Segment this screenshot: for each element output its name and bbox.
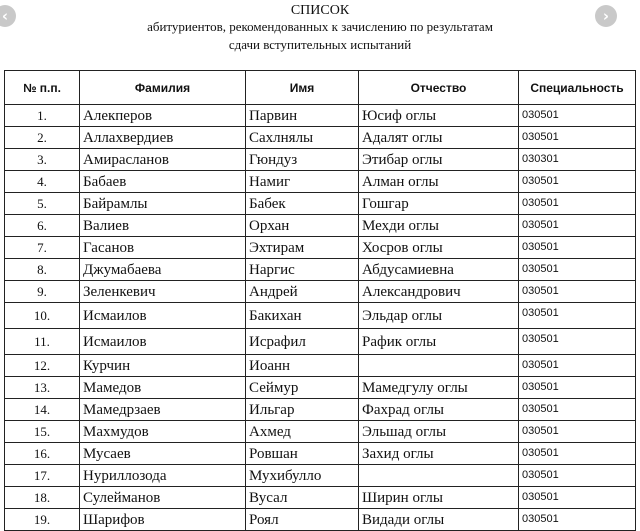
cell-patronymic: Видади оглы: [359, 509, 519, 531]
cell-number: 11.: [5, 329, 80, 355]
table-row: [5, 421, 636, 443]
cell-last-name: Исмаилов: [80, 329, 246, 355]
cell-number: 16.: [5, 443, 80, 465]
cell-number: 18.: [5, 487, 80, 509]
cell-patronymic: Эльдар оглы: [359, 303, 519, 329]
cell-number: 3.: [5, 149, 80, 171]
cell-last-name: Аллахвердиев: [80, 127, 246, 149]
cell-number: 12.: [5, 355, 80, 377]
table-row: [5, 215, 636, 237]
table-row: [5, 399, 636, 421]
table-row: [5, 281, 636, 303]
table-row: [5, 259, 636, 281]
header-specialty: Специальность: [519, 71, 636, 105]
cell-number: 2.: [5, 127, 80, 149]
cell-specialty: 030501: [519, 127, 636, 149]
table-body: [5, 105, 636, 531]
cell-specialty: 030501: [519, 329, 636, 355]
cell-specialty: 030501: [519, 509, 636, 531]
table-row: [5, 377, 636, 399]
cell-first-name: Сахлнялы: [246, 127, 359, 149]
cell-last-name: Мамедов: [80, 377, 246, 399]
cell-first-name: Мухибулло: [246, 465, 359, 487]
table-row: [5, 303, 636, 329]
cell-patronymic: Эльшад оглы: [359, 421, 519, 443]
cell-patronymic: Фахрад оглы: [359, 399, 519, 421]
table-row: [5, 487, 636, 509]
cell-patronymic: Алман оглы: [359, 171, 519, 193]
cell-first-name: Наргис: [246, 259, 359, 281]
document-subtitle-line-1: абитуриентов, рекомендованных к зачислению по результатам: [147, 19, 493, 34]
cell-specialty: 030501: [519, 421, 636, 443]
cell-last-name: Шарифов: [80, 509, 246, 531]
cell-specialty: 030501: [519, 105, 636, 127]
table-row: [5, 465, 636, 487]
cell-patronymic: Александрович: [359, 281, 519, 303]
cell-last-name: Исмаилов: [80, 303, 246, 329]
cell-patronymic: Адалят оглы: [359, 127, 519, 149]
cell-specialty: 030501: [519, 281, 636, 303]
cell-patronymic: Захид оглы: [359, 443, 519, 465]
cell-last-name: Валиев: [80, 215, 246, 237]
cell-first-name: Вусал: [246, 487, 359, 509]
cell-first-name: Роял: [246, 509, 359, 531]
cell-number: 17.: [5, 465, 80, 487]
cell-patronymic: Хосров оглы: [359, 237, 519, 259]
chevron-left-icon[interactable]: ‹: [0, 5, 16, 27]
cell-number: 19.: [5, 509, 80, 531]
table-row: [5, 149, 636, 171]
cell-first-name: Сеймур: [246, 377, 359, 399]
cell-first-name: Бакихан: [246, 303, 359, 329]
table-row: [5, 443, 636, 465]
cell-last-name: Зеленкевич: [80, 281, 246, 303]
cell-last-name: Амирасланов: [80, 149, 246, 171]
cell-number: 6.: [5, 215, 80, 237]
table-row: [5, 171, 636, 193]
table-row: [5, 329, 636, 355]
table-header-row: [5, 71, 636, 105]
cell-patronymic: [359, 355, 519, 377]
cell-patronymic: Мамедгулу оглы: [359, 377, 519, 399]
cell-first-name: Бабек: [246, 193, 359, 215]
cell-last-name: Джумабаева: [80, 259, 246, 281]
cell-first-name: Андрей: [246, 281, 359, 303]
cell-number: 4.: [5, 171, 80, 193]
cell-last-name: Алекперов: [80, 105, 246, 127]
cell-first-name: Орхан: [246, 215, 359, 237]
cell-number: 13.: [5, 377, 80, 399]
cell-first-name: Ильгар: [246, 399, 359, 421]
cell-first-name: Эхтирам: [246, 237, 359, 259]
cell-number: 14.: [5, 399, 80, 421]
cell-patronymic: Мехди оглы: [359, 215, 519, 237]
header-number: № п.п.: [5, 71, 80, 105]
applicants-table: [4, 70, 636, 531]
cell-specialty: 030501: [519, 443, 636, 465]
header-last-name: Фамилия: [80, 71, 246, 105]
cell-specialty: 030501: [519, 399, 636, 421]
cell-number: 9.: [5, 281, 80, 303]
cell-number: 7.: [5, 237, 80, 259]
cell-specialty: 030501: [519, 355, 636, 377]
cell-last-name: Мусаев: [80, 443, 246, 465]
table-row: [5, 127, 636, 149]
cell-last-name: Курчин: [80, 355, 246, 377]
cell-patronymic: Этибар оглы: [359, 149, 519, 171]
cell-patronymic: Ширин оглы: [359, 487, 519, 509]
cell-specialty: 030501: [519, 171, 636, 193]
cell-first-name: Исрафил: [246, 329, 359, 355]
cell-last-name: Бабаев: [80, 171, 246, 193]
cell-last-name: Байрамлы: [80, 193, 246, 215]
cell-specialty: 030501: [519, 303, 636, 329]
cell-number: 1.: [5, 105, 80, 127]
cell-number: 5.: [5, 193, 80, 215]
table-row: [5, 193, 636, 215]
cell-specialty: 030501: [519, 259, 636, 281]
cell-patronymic: Гошгар: [359, 193, 519, 215]
cell-number: 10.: [5, 303, 80, 329]
cell-specialty: 030301: [519, 149, 636, 171]
cell-first-name: Ровшан: [246, 443, 359, 465]
cell-last-name: Нуриллозода: [80, 465, 246, 487]
cell-patronymic: Юсиф оглы: [359, 105, 519, 127]
cell-first-name: Ахмед: [246, 421, 359, 443]
document-title: СПИСОК: [290, 3, 350, 18]
cell-first-name: Иоанн: [246, 355, 359, 377]
document-subtitle-line-2: сдачи вступительных испытаний: [228, 37, 412, 52]
cell-first-name: Парвин: [246, 105, 359, 127]
table-row: [5, 509, 636, 531]
header-patronymic: Отчество: [359, 71, 519, 105]
cell-specialty: 030501: [519, 237, 636, 259]
cell-patronymic: Рафик оглы: [359, 329, 519, 355]
cell-specialty: 030501: [519, 465, 636, 487]
cell-patronymic: [359, 465, 519, 487]
cell-number: 8.: [5, 259, 80, 281]
cell-patronymic: Абдусамиевна: [359, 259, 519, 281]
table-row: [5, 355, 636, 377]
header-first-name: Имя: [246, 71, 359, 105]
cell-last-name: Сулейманов: [80, 487, 246, 509]
cell-last-name: Мамедрзаев: [80, 399, 246, 421]
cell-number: 15.: [5, 421, 80, 443]
cell-specialty: 030501: [519, 193, 636, 215]
cell-specialty: 030501: [519, 487, 636, 509]
cell-first-name: Гюндуз: [246, 149, 359, 171]
cell-last-name: Махмудов: [80, 421, 246, 443]
cell-last-name: Гасанов: [80, 237, 246, 259]
cell-specialty: 030501: [519, 377, 636, 399]
cell-first-name: Намиг: [246, 171, 359, 193]
table-row: [5, 237, 636, 259]
cell-specialty: 030501: [519, 215, 636, 237]
chevron-right-icon[interactable]: ›: [595, 5, 617, 27]
table-row: [5, 105, 636, 127]
